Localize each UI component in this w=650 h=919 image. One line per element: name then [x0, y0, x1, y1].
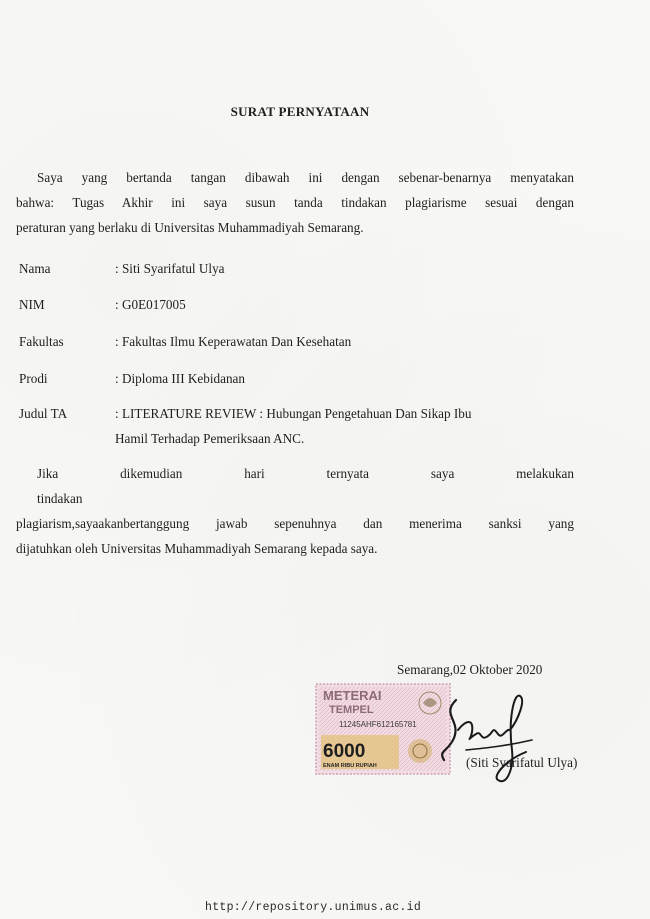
stamp-line-1: METERAI: [323, 688, 382, 703]
field-label: Fakultas: [19, 334, 64, 349]
closing-line-1: Jika dikemudian hari ternyata saya melakukan tindakan: [37, 466, 574, 506]
field-value-continued: Hamil Terhadap Pemeriksaan ANC.: [115, 431, 305, 446]
stamp-value-text: ENAM RIBU RUPIAH: [323, 763, 377, 769]
signer-name: (Siti Syarifatul Ulya): [466, 755, 578, 770]
closing-line-2: plagiarism,sayaakanbertanggung jawab sepenuhnya dan menerima sanksi yang: [16, 516, 574, 531]
field-value: : LITERATURE REVIEW : Hubungan Pengetahuan Dan Sikap Ibu: [115, 406, 472, 421]
field-value: : Siti Syarifatul Ulya: [115, 261, 225, 276]
intro-line-1: Saya yang bertanda tangan dibawah ini dengan sebenar-benarnya menyatakan: [37, 170, 574, 185]
closing-paragraph: [16, 461, 574, 561]
place-date: Semarang,02 Oktober 2020: [397, 662, 543, 677]
field-label: Nama: [19, 261, 51, 276]
stamp-serial: 11245AHF612165781: [339, 720, 417, 729]
signature-image: [436, 690, 546, 790]
repository-url: http://repository.unimus.ac.id: [205, 901, 422, 914]
intro-line-2: bahwa: Tugas Akhir ini saya susun tanda tindakan plagiarisme sesuai dengan: [16, 195, 574, 210]
intro-line-3: peraturan yang berlaku di Universitas Muhammadiyah Semarang.: [16, 220, 364, 235]
closing-line-3: dijatuhkan oleh Universitas Muhammadiyah Semarang kepada saya.: [16, 541, 378, 556]
stamp-line-2: TEMPEL: [329, 704, 374, 716]
field-value: : Fakultas Ilmu Keperawatan Dan Kesehatan: [115, 334, 352, 349]
field-value: : G0E017005: [115, 297, 186, 312]
field-label: Judul TA: [19, 406, 68, 421]
field-value: : Diploma III Kebidanan: [115, 371, 246, 386]
intro-paragraph: [16, 165, 574, 240]
document-title: SURAT PERNYATAAN: [230, 104, 370, 119]
meterai-stamp: [315, 683, 451, 775]
field-label: Prodi: [19, 371, 48, 386]
field-label: NIM: [19, 297, 45, 312]
stamp-value: 6000: [323, 741, 366, 762]
